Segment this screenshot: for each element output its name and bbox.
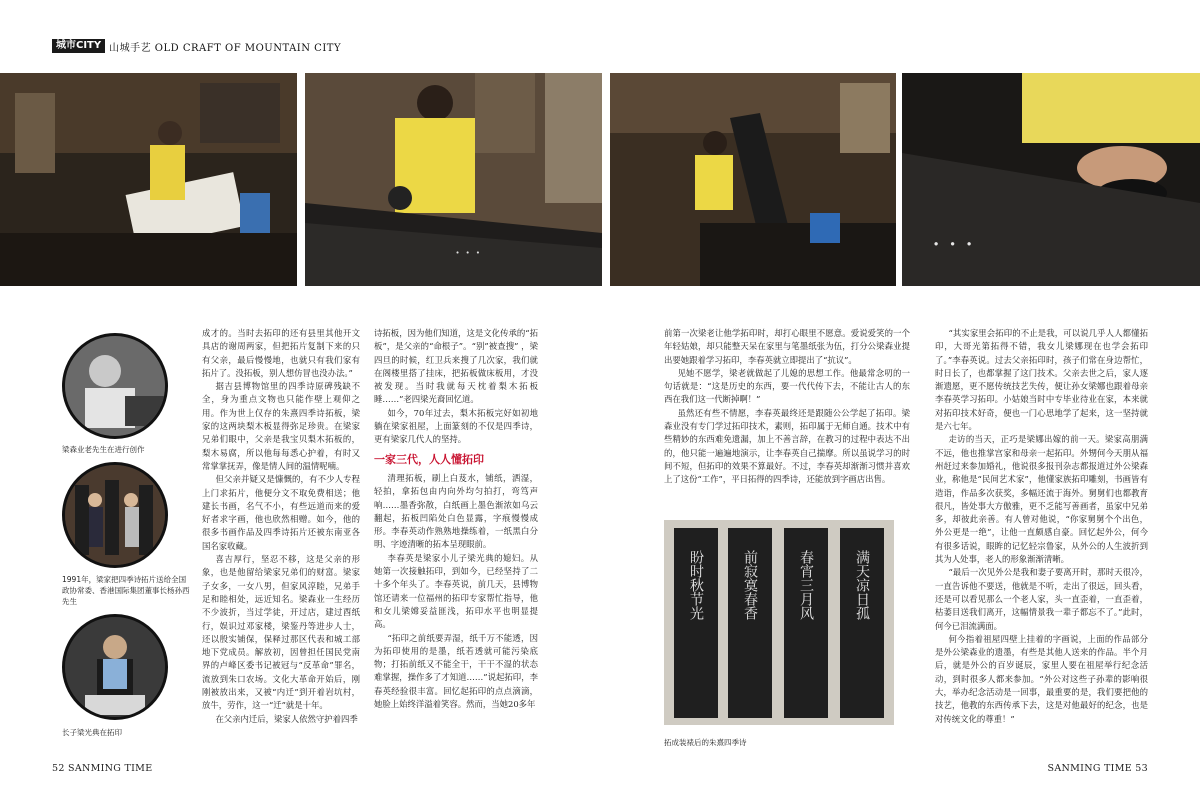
paragraph: 何今指着祖屋四壁上挂着的字画说，上面的作品部分是外公梁森业的遗墨，有些是其他人送来的作品。半个月后，就是外公的百岁诞辰，家里人要在祖屋举行纪念活动，到时很多人都来参加。“外公对这些子孙辈的影响很大，举办纪念活动是一回事，最重要的是，我们要把他的技艺，他教的东西传承下去，这是对他最好的纪念，也是对传统文化的尊重！” <box>935 633 1148 724</box>
photo-calligraphy-scrolls <box>664 520 894 725</box>
paragraph: 前第一次梁老让他学拓印时，却打心眼里不愿意。爱说爱笑的一个年轻姑娘，却只能整天呆在家里与笔墨纸张为伍，打分公梁森业提出要她跟着学习拓印，李春英就立即提出了“抗议”。 <box>664 328 910 365</box>
caption-calligraphy: 拓成装裱后的朱熹四季诗 <box>664 738 747 747</box>
text-column-a <box>202 327 360 726</box>
paragraph: 在父亲内迁后，梁家人依然守护着四季 <box>215 713 358 724</box>
text-column-d <box>935 327 1148 726</box>
paragraph: “最后一次见外公是我和妻子要离开时，那时天很冷，一直告诉他不要送，他就是不听，走出了很远，回头看，还是可以看见那么一个老人家，头一直歪着，一直歪着，枯萎目送我们离开，这幅情景我一辈子都忘不了。”此时，何今已泪流满面。 <box>935 567 1148 631</box>
caption-gift: 1991年，梁家把四季诗拓片送给全国政协常委、香港国际集团董事长杨孙西先生 <box>62 575 190 606</box>
paragraph: 喜吉厚行，坚忍不移，这是父亲的形象，也是他留给梁家兄弟们的财富。梁家子女多，一女八男，但家风淳睦，兄弟手足和睦相处，远近知名。梁森业一生经历不少波折，当过学徒，开过店，建过酉纸行，娱识过邓家楼，梁鉴丹等进步人士，还以殷实铺保，保释过那区代表和城工部地下党成员。解放初，因曾担任国民党南界的卢峰区委书记被冠与“反革命”罪名，流放到朱口农场。文化大革命开始后，刚刚被放出来，又被“内迁”到开着岩坑村，放牛，劳作，这一“迁”就是十年。 <box>202 554 360 711</box>
portrait-son <box>62 614 168 720</box>
scroll-text: 前寂寞春香 <box>742 550 758 620</box>
scroll <box>784 528 828 718</box>
paragraph: 但父亲并疑又是慷慨的，有不少人专程上门求拓片，他便分文不取免费相送；他建长书画，名气不小，有些远道而来的爱好者求字画，他也欣然相赠。如今，他的很多书画作品及四季诗拓片还被东南亚各国名家收藏。 <box>202 474 360 551</box>
svg-text:· · ·: · · · <box>932 230 974 260</box>
scroll <box>840 528 884 718</box>
paragraph: 如今，70年过去，梨木拓板完好如初地躺在梁家祖屋，上面篆刻的不仅是四季诗，更有梁家几代人的坚持。 <box>374 407 538 445</box>
photo-hand-closeup <box>902 73 1200 286</box>
portrait-elder <box>62 333 168 439</box>
section-tag: 城市CITY <box>52 39 105 53</box>
paragraph: 走访的当天，正巧是梁娜出嫁的前一天。梁家高朋满不远，他也推掌宫家和母亲一起拓印。外甥何今天朋从福州赶过来参加婚礼，他说很多报刊杂志都报道过外公梁森业，称他是“民间艺术家”，他懂家族拓印雕刻，书画皆有造诣，作品多次获奖，多幅还流于海外。舅舅们也都教育很凡，皆处事大方傲雅，更不乏能写善画者，虽家中兄弟多，却彼此亲善。有人曾对他说，“你家舅舅个个出色，外公更是一绝”，让他一直颇感自豪。回忆起外公，何今有很多话说，眼眸的记忆轻宗鲁家，从外公的人生波折到其为人处事，老人的形象渐渐清晰。 <box>935 434 1148 565</box>
text-column-c <box>664 327 910 487</box>
paragraph: “其实家里会拓印的不止是我，可以说几乎人人都懂拓印，大哥光第拓得不错，我女儿梁娜现在也学会拓印了。”李春英说。过去父亲拓印时，孩子们常在身边帮忙，时日长了，也都掌握了这门技术。父亲去世之后，家人逐渐遗愿，更不愿传统技艺失传，便让孙女梁娜也跟着母亲李春英学习拓印。小姑娘当时中专毕业待业在家，本来就对拓印技术好奇，便也一门心思地学了起来，这一坚持就是六七年。 <box>935 328 1148 432</box>
scroll-text: 春宵三月风 <box>798 550 814 620</box>
page-number-left: 52 SANMING TIME <box>52 763 153 774</box>
portrait-gift <box>62 462 168 568</box>
paragraph: 李春英是梁家小儿子梁光典的媳妇。从她第一次接触拓印，到如今，已经坚持了二十多个年头了。李春英说，前几天，县博物馆还请来一位福州的拓印专家帮忙指导，他和女儿梁嫦妥益匪浅，拓印水平也明显提高。 <box>374 552 538 630</box>
photo-workshop <box>0 73 297 286</box>
section-heading: 一家三代，人人懂拓印 <box>374 452 484 466</box>
photo-lifting <box>610 73 896 286</box>
paragraph: 诗拓板，因为他们知道，这是文化传承的“拓板”，是父亲的“命根子”。“别”被查搜” ，梁四旦的时候，红卫兵来搜了几次家，我们就在阁楼里搭了挂床，把拓板做床板用，才没被发现。当时我就每天枕着梨木拓板睡……”老四梁光裔回忆道。 <box>374 328 538 405</box>
scroll-text: 盼时秋节光 <box>688 550 704 620</box>
caption-elder: 梁森业老先生在进行创作 <box>62 445 145 454</box>
page-number-right: SANMING TIME 53 <box>1047 763 1148 774</box>
svg-text:· · ·: · · · <box>455 243 481 262</box>
scroll-text: 满天凉日孤 <box>854 550 870 620</box>
photo-inking <box>305 73 602 286</box>
paragraph: 清理拓板，刷上白芨水，铺纸，洒湿，轻拍，拿拓包由内向外均匀拍打，弯笃声响……墨香弥散，白纸画上墨色渐浓如乌云翻起，拓板凹陷处白色显露，字痕慢慢成形。李春英动作熟熟地操练着，一纸黑白分明、字迹清晰的拓本呈现眼前。 <box>374 472 538 550</box>
caption-son: 长子梁光典在拓印 <box>62 728 122 737</box>
paragraph: 见她不愿学，梁老就做起了儿媳的思想工作。他最常念叨的一句话就是：“这是历史的东西，要一代代传下去，不能让古人的东西在我们这一代断掉啊！” <box>664 367 910 405</box>
paragraph: 虽然还有些不情愿，李春英最终还是跟随公公学起了拓印。梁森业没有专门学过拓印技术，素则，拓印属于无师自通。技术中有些精妙的东西难免遗漏，加上不善言辞，在教习的过程中表达不出的，他只能一遍遍地演示，让李春英自己揣摩。所以虽说学习的时间不短，但拓印的效果不算最好。不过，李春英却渐渐习惯并喜欢上了这份“工作”，平日拓得的四季诗，还能放到字画店出售。 <box>664 407 910 485</box>
paragraph: “拓印之前纸要弄湿，纸千万不能透，因为拓印使用的是墨，纸若透就可能污染底物；打拓前纸又不能全干，干干不湿的状态难掌握，操作多了才知道……”说起拓印，李春英经验很丰富。回忆起拓印的点点滴滴，她脸上始终洋溢着笑容。然而，当她20多年 <box>374 632 538 710</box>
section-header <box>52 38 341 54</box>
paragraph: 成才的。当时去拓印的还有县里其他开文具店的谢周两家，但把拓片复制下来的只有父亲，最后慢慢地，也就只有我们家有拓片了。没拓板，别人想仿冒也没办法。” <box>202 328 360 378</box>
section-subtitle: 山城手艺 OLD CRAFT OF MOUNTAIN CITY <box>109 42 342 54</box>
scroll <box>674 528 718 718</box>
paragraph: 据吉县博物馆里的四季诗原碑残缺不全，身为重点文物也只能作壁上观仰之用。作为世上仅存的朱熹四季诗拓板，梁家的这两块梨木板显得弥足珍贵。在梁家兄弟们眼中，父亲是我宝贝梨木拓板的，梨木易腐，所以他每每悉心护着，有时又常掌掌抚弄，像是情人间的温情呢喃。 <box>202 381 360 471</box>
text-column-b <box>374 327 538 711</box>
scroll <box>728 528 772 718</box>
